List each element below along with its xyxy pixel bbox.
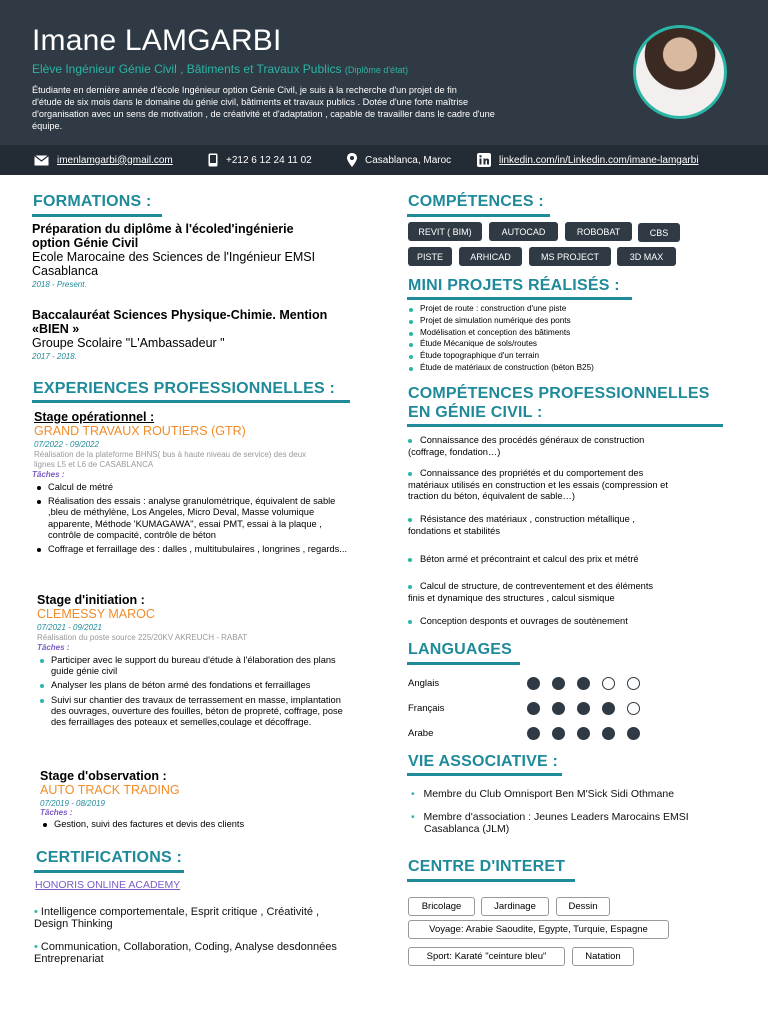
- language-level-dot: [577, 727, 590, 740]
- projects-list: [406, 304, 726, 375]
- language-level-dot: [602, 702, 615, 715]
- academy-name: HONORIS ONLINE ACADEMY: [35, 879, 181, 891]
- competences-heading: COMPÉTENCES :: [408, 193, 544, 210]
- formation-item: Préparation du diplôme à l'écoled'ingénierie option Génie Civil Ecole Marocaine des Sciences de l'Ingénieur EMSI Casablanca 2018 - Present.: [32, 222, 316, 289]
- gc-skill-item: Calcul de structure, de contreventement et des éléments finis et dynamique des structures , calcul sismique: [408, 581, 654, 603]
- list-item: Participer avec le support du bureau d'étude à l'élaboration des plans guide génie civil: [37, 655, 353, 677]
- skill-pill: ROBOBAT: [565, 222, 632, 241]
- interest-tag: Sport: Karaté "ceinture bleu": [408, 947, 565, 966]
- linkedin-icon: [477, 153, 491, 167]
- task-list: [37, 655, 353, 728]
- vie-underline: [407, 773, 562, 776]
- interets-underline: [407, 879, 575, 882]
- contact-linkedin[interactable]: linkedin.com/in/Linkedin.com/imane-lamgarbi: [477, 145, 699, 175]
- task-list: [34, 482, 354, 555]
- interest-tag: Dessin: [556, 897, 610, 916]
- list-item: Modélisation et conception des bâtiments: [406, 328, 726, 338]
- experience-company: AUTO TRACK TRADING: [40, 783, 180, 797]
- language-name: Anglais: [408, 678, 440, 689]
- language-name: Français: [408, 703, 445, 714]
- location-pin-icon: [347, 153, 357, 167]
- language-level-dot: [627, 727, 640, 740]
- skill-pill: MS PROJECT: [529, 247, 611, 266]
- list-item: Réalisation des essais : analyse granulométrique, équivalent de sable ,bleu de méthylène, Los Angeles, Micro Deval, Masse volumique apparente, Méthode 'KUMAGAWA'', essai PMT, essai à la plaque , contrôle de compacité, contrôle de béton: [34, 496, 354, 541]
- formation-item: Baccalauréat Sciences Physique-Chimie. Mention «BIEN » Groupe Scolaire "L'Ambassadeur " 2017 - 2018.: [32, 308, 328, 361]
- list-item: Gestion, suivi des factures et devis des clients: [40, 819, 360, 830]
- certifications-underline: [34, 870, 184, 873]
- list-item: Calcul de métré: [34, 482, 354, 493]
- interets-heading: CENTRE D'INTERET: [408, 858, 566, 875]
- experiences-heading: EXPERIENCES PROFESSIONNELLES :: [33, 380, 336, 397]
- skill-pill: PISTE: [408, 247, 452, 266]
- language-level-dot: [527, 727, 540, 740]
- experience-role: Stage d'initiation :: [37, 593, 145, 607]
- vie-item: • Membre du Club Omnisport Ben M'Sick Sidi Othmane: [411, 788, 675, 800]
- gc-skill-item: Connaissance des propriétés et du comportement des matériaux utilisés en construction et les essais (compression et traction du béton, équivalent de sable…): [408, 468, 668, 501]
- vie-item: • Membre d'association : Jeunes Leaders Marocains EMSI Casablanca (JLM): [411, 811, 689, 835]
- language-level-dot: [577, 702, 590, 715]
- interest-tag: Jardinage: [481, 897, 549, 916]
- profile-photo: [633, 25, 727, 119]
- candidate-name: Imane LAMGARBI: [32, 24, 282, 57]
- projets-heading: MINI PROJETS RÉALISÉS :: [408, 277, 620, 294]
- list-item: Projet de route : construction d'une piste: [406, 304, 726, 314]
- skill-pill: AUTOCAD: [489, 222, 558, 241]
- competences-gc-heading: COMPÉTENCES PROFESSIONNELLES EN GÉNIE CIVIL :: [408, 385, 710, 421]
- contact-bar: [0, 145, 768, 175]
- gc-skill-item: Béton armé et précontraint et calcul des prix et métré: [408, 554, 708, 566]
- language-level-dot: [602, 677, 615, 690]
- experience-company: GRAND TRAVAUX ROUTIERS (GTR): [34, 424, 246, 438]
- language-name: Arabe: [408, 728, 434, 739]
- language-level-dot: [527, 702, 540, 715]
- certifications-heading: CERTIFICATIONS :: [36, 849, 183, 866]
- experiences-underline: [32, 400, 350, 403]
- skill-pill: REVIT ( BIM): [408, 222, 482, 241]
- list-item: Étude Mécanique de sols/routes: [406, 339, 726, 349]
- phone-icon: [208, 153, 218, 167]
- competences-gc-underline: [407, 424, 723, 427]
- language-level-dot: [627, 677, 640, 690]
- mail-icon: [34, 155, 49, 166]
- diploma-note: (Diplôme d'état): [344, 65, 409, 75]
- competences-underline: [407, 214, 550, 217]
- experience-role: Stage opérationnel :: [34, 410, 155, 424]
- interest-tag: Bricolage: [408, 897, 475, 916]
- contact-phone: +212 6 12 24 11 02: [208, 145, 312, 175]
- vie-heading: VIE ASSOCIATIVE :: [408, 753, 559, 770]
- experience-item: Stage d'observation : AUTO TRACK TRADING 07/2019 - 08/2019 Tâches : Gestion, suivi des factures et devis des clients: [40, 769, 360, 833]
- list-item: Étude topographique d'un terrain: [406, 351, 726, 361]
- contact-location: Casablanca, Maroc: [347, 145, 451, 175]
- intro-text: Étudiante en dernière année d'école Ingénieur option Génie Civil, je suis à la recherche d'un projet de fin d'étude de six mois dans le domaine du génie civil, bâtiments et travaux publics . Dotée d'une forte maîtrise d'organisation avec un sens de motivation , de créativité et d'adaptation , capable de travailler dans le cadre d'une équipe.: [32, 85, 495, 131]
- list-item: Projet de simulation numérique des ponts: [406, 316, 726, 326]
- language-level-dot: [627, 702, 640, 715]
- skill-pill: CBS: [638, 223, 680, 242]
- gc-skill-item: Conception desponts et ouvrages de soutènement: [408, 616, 708, 628]
- language-level-dot: [602, 727, 615, 740]
- header-banner: [0, 0, 768, 145]
- contact-email[interactable]: imenlamgarbi@gmail.com: [34, 145, 173, 175]
- certification-item: • Intelligence comportementale, Esprit critique , Créativité , Design Thinking: [34, 906, 320, 930]
- gc-skill-item: Connaissance des procédés généraux de construction (coffrage, fondation…): [408, 435, 645, 457]
- language-level-dot: [552, 727, 565, 740]
- candidate-subtitle: Elève Ingénieur Génie Civil , Bâtiments et Travaux Publics (Diplôme d'état): [32, 62, 409, 76]
- list-item: Coffrage et ferraillage des : dalles , multitubulaires , longrines , regards...: [34, 544, 354, 555]
- language-level-dot: [552, 677, 565, 690]
- experience-company: CLEMESSY MAROC: [37, 607, 155, 621]
- list-item: Analyser les plans de béton armé des fondations et ferraillages: [37, 680, 353, 691]
- languages-heading: LANGUAGES: [408, 641, 513, 658]
- list-item: Étude de matériaux de construction (béton B25): [406, 363, 726, 373]
- language-level-dot: [552, 702, 565, 715]
- language-level-dot: [577, 677, 590, 690]
- skill-pill: ARHICAD: [459, 247, 522, 266]
- interest-tag: Natation: [572, 947, 634, 966]
- formations-heading: FORMATIONS :: [33, 193, 152, 210]
- experience-item: Stage opérationnel : GRAND TRAVAUX ROUTIERS (GTR) 07/2022 - 09/2022 Réalisation de la plateforme BHNS( bus à haute niveau de service) des deux lignes L5 et L6 de CASABLANCA Tâches : Calcul de métré Réalisation des essais : analyse granulométrique, équivalent de sable ,bleu de méthylène, Los Angeles, Micro Deval, Masse volumique apparente, Méthode 'KUMAGAWA'', essai PMT, essai à la plaque , contrôle de compacité, contrôle de béton Coffrage et ferraillage des : dalles , multitubulaires , longrines , regards...: [34, 410, 364, 558]
- experience-role: Stage d'observation :: [40, 769, 167, 783]
- certification-item: • Communication, Collaboration, Coding, Analyse desdonnées Entreprenariat: [34, 941, 337, 965]
- projets-underline: [407, 297, 632, 300]
- languages-underline: [407, 662, 520, 665]
- experience-item: Stage d'initiation : CLEMESSY MAROC 07/2021 - 09/2021 Réalisation du poste source 225/20KV AKREUCH - RABAT Tâches : Participer avec le support du bureau d'étude à l'élaboration des plans guide génie civil Analyser les plans de béton armé des fondations et ferraillages Suivi sur chantier des travaux de terrassement en masse, implantation des ouvrages, ouverture des fouilles, béton de propreté, coffrage, pose des ferraillages des poteaux et semelles,coulage et décoffrage.: [37, 593, 367, 731]
- gc-skill-item: Résistance des matériaux , construction métallique , fondations et stabilités: [408, 514, 635, 536]
- formations-underline: [32, 214, 162, 217]
- skill-pill: 3D MAX: [617, 247, 676, 266]
- interest-tag: Voyage: Arabie Saoudite, Egypte, Turquie, Espagne: [408, 920, 669, 939]
- task-list: [40, 819, 360, 830]
- list-item: Suivi sur chantier des travaux de terrassement en masse, implantation des ouvrages, ouverture des fouilles, béton de propreté, coffrage, pose des ferraillages des poteaux et semelles,coulage et décoffrage.: [37, 695, 353, 729]
- language-level-dot: [527, 677, 540, 690]
